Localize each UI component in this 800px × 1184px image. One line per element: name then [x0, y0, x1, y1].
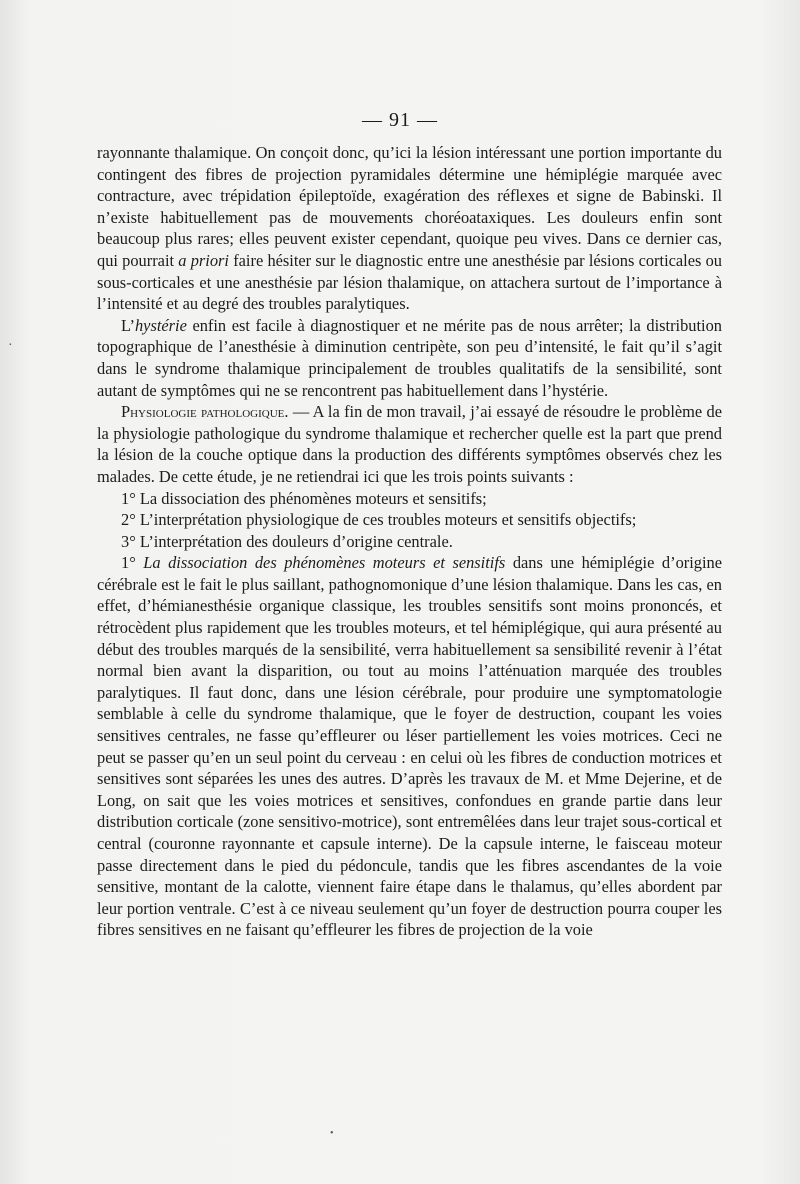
paragraph [97, 142, 722, 315]
paragraph [97, 315, 722, 401]
list-item: 3° L’interprétation des douleurs d’origine centrale. [121, 531, 453, 551]
paragraph-text: faire hésiter sur le diagnostic entre une anesthésie par lésions corticales ou sous-corticales et une anesthésie par lésion thalamique, on attachera surtout de l’importance à l’intensité et au degré des troubles paralytiques. [97, 250, 722, 314]
paragraph [97, 552, 722, 941]
list-item: 2° L’interprétation physiologique de ces troubles moteurs et sensitifs objectifs; [121, 510, 637, 530]
paragraph-text: rayonnante thalamique. On conçoit donc, qu’ici la lésion intéressant une portion importante du contingent des fibres de projection pyramidales détermine une hémiplégie marquée avec contracture, avec trépidation épileptoïde, exagération des réflexes et signe de Babinski. Il n’existe habituellement pas de mouvements choréoataxiques. Les douleurs enfin sont beaucoup plus rares; elles peuvent exister cependant, quoique peu vives. Dans ce dernier cas, qui pourrait [97, 143, 722, 270]
list-item: 1° La dissociation des phénomènes moteurs et sensitifs; [121, 488, 487, 508]
body-text [97, 142, 722, 941]
paragraph [97, 401, 722, 487]
italic-phrase: La dissociation des phénomènes moteurs et sensitifs [143, 553, 506, 573]
paragraph-text: 1° [121, 553, 136, 573]
paragraph-text: enfin est facile à diagnostiquer et ne mérite pas de nous arrêter; la distribution topographique de l’anesthésie à diminution centripète, son peu d’intensité, le fait qu’il s’agit dans le syndrome thalamique principalement de troubles qualitatifs de la sensibilité, sont autant de symptômes qui ne se rencontrent pas habituellement dans l’hystérie. [97, 315, 722, 400]
italic-phrase: a priori [178, 250, 229, 270]
italic-phrase: hystérie [134, 315, 187, 335]
paragraph-text: — A la fin de mon travail, j’ai essayé de résoudre le problème de la physiologie pathologique du syndrome thalamique et rechercher quelle est la part que prend la lésion de la couche optique dans la production des différents symptômes observés chez les malades. De cette étude, je ne retiendrai ici que les trois points suivants : [97, 402, 722, 486]
margin-dot: · [8, 338, 13, 353]
page-number: — 91 — [362, 109, 438, 131]
paragraph-text: L’ [121, 315, 135, 335]
speck-mark: • [330, 1128, 334, 1139]
section-heading: Physiologie pathologique. [121, 402, 289, 422]
paragraph-text: dans une hémiplégie d’origine cérébrale est le fait le plus saillant, pathognomonique d’une lésion thalamique. Dans les cas, en effet, d’hémianesthésie organique classique, les troubles sensitifs sont moins prononcés, et rétrocèdent plus rapidement que les troubles moteurs, et tel hémiplégique, qui aura présenté au début des troubles marqués de la sensibilité, verra habituellement sa sensibilité revenir à l’état normal bien avant la disparition, ou tout au moins l’atténuation marquée des troubles paralytiques. Il faut donc, dans une lésion cérébrale, pour produire une symptomatologie semblable à celle du syndrome thalamique, que le foyer de destruction, coupant les voies sensitives centrales, ne fasse qu’effleurer ou léser partiellement les voies motrices. Ceci ne peut se passer qu’en un seul point du cerveau : en celui où les fibres de conduction motrices et sensitives sont séparées les unes des autres. D’après les travaux de M. et Mme Dejerine, et de Long, on sait que les voies motrices et sensitives, confondues en grande partie dans leur distribution corticale (zone sensitivo-motrice), sont entremêlées dans leur trajet sous-cortical et central (couronne rayonnante et capsule interne). De la capsule interne, le faisceau moteur passe directement dans le pied du pédoncule, tandis que les fibres ascendantes de la voie sensitive, montant de la calotte, viennent faire étape dans le thalamus, qu’elles abordent par leur portion ventrale. C’est à ce niveau seulement qu’un foyer de destruction pourra couper les fibres sensitives en ne faisant qu’effleurer les fibres de projection de la voie [97, 553, 722, 940]
